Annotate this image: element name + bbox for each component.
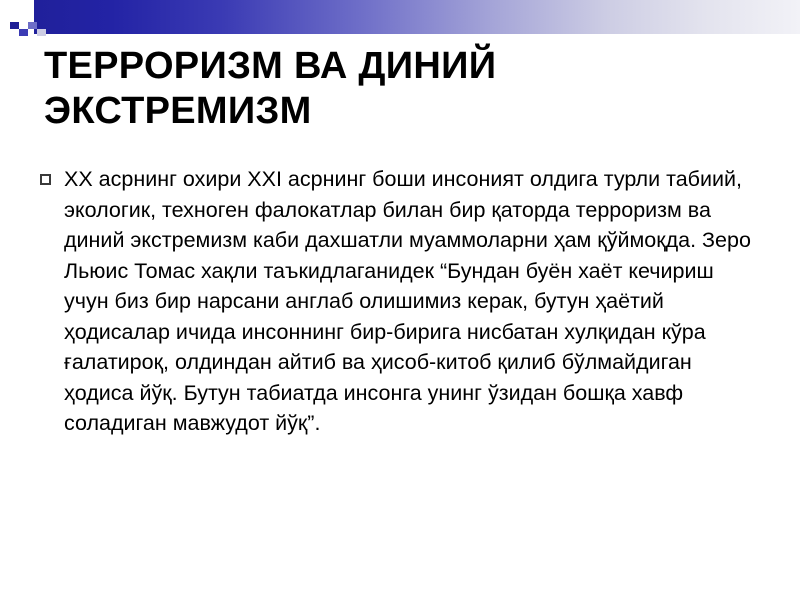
square-bullet-icon xyxy=(40,164,64,185)
list-item-text: XX асрнинг охири XXI асрнинг боши инсоният олдига турли табиий, экологик, техноген фалокатлар билан бир қаторда терроризм ва диний экстремизм каби дахшатли муаммоларни ҳам қўймоқда. Зеро Льюис Томас хақли таъкидлаганидек “Бундан буён хаёт кечириш учун биз бир нарсани англаб олишимиз керак, бутун ҳаётий ҳодисалар ичида инсоннинг бир-бирига нисбатан хулқидан кўра ғалатироқ, олдиндан айтиб ва ҳисоб-китоб қилиб бўлмайдиган ҳодиса йўқ. Бутун табиатда инсонга унинг ўзидан бошқа хавф соладиган мавжудот йўқ”. xyxy=(64,167,751,436)
decorative-top-band xyxy=(0,0,800,34)
slide-body xyxy=(40,164,764,439)
list-item xyxy=(40,164,764,439)
page-title: ТЕРРОРИЗМ ВА ДИНИЙ ЭКСТРЕМИЗМ xyxy=(44,45,497,132)
decorative-checker-squares xyxy=(10,22,40,36)
